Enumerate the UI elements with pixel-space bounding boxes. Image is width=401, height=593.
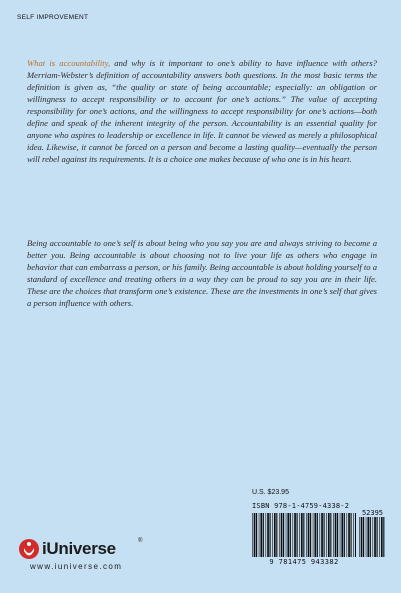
blurb-paragraph-1-text: and why is it important to one’s ability to have influence with others? Merriam-Webster’s definition of accountability answers both questions. In the most basic terms the definition is given as, “the quality or state of being accountable; especially: an obligation or willingness to accept responsibility or to account for one’s actions.” The value of accepting responsibility for one’s actions, and the willingness to accept responsibility for one’s actions—both define and speak of the inherent integrity of the person. Accountability is an essential quality for anyone who aspires to leadership or excellence in life. It cannot be viewed as merely a philosophical idea. Likewise, it cannot be forced on a person and become a lasting quality—eventually the person will rebel against its requirements. It is a choice one makes because of who one is in his heart. [27,58,377,164]
price-label: U.S. $23.95 [252,489,289,496]
publisher-url: www.iuniverse.com [30,562,123,571]
blurb-highlight: What is accountability, [27,58,111,68]
iuniverse-logo-icon [18,538,40,560]
category-label: SELF IMPROVEMENT [17,14,89,21]
publisher-logo [18,538,148,560]
addon-number: 52395 [361,509,384,517]
blurb-paragraph-1 [27,57,377,165]
ean-barcode [252,513,356,557]
blurb-paragraph-2: Being accountable to one’s self is about being who you say you are and always striving to become a better you. Being accountable is about choosing not to live your life as others who engage in behavior that can embarrass a person, or his family. Being accountable is about holding yourself to a standard of excellence and treating others in a way they can be proud to say you are in their life. These are the choices that transform one’s existence. These are the investments in one’s self that gives a person influence with others. [27,238,377,308]
ean-digits: 9 781475 943382 [269,558,339,566]
registered-mark: ® [138,538,143,544]
isbn-label: ISBN 978-1-4759-4338-2 [252,502,350,510]
barcode-block [252,489,385,572]
addon-barcode [359,517,386,557]
publisher-name: iUniverse [42,539,116,558]
